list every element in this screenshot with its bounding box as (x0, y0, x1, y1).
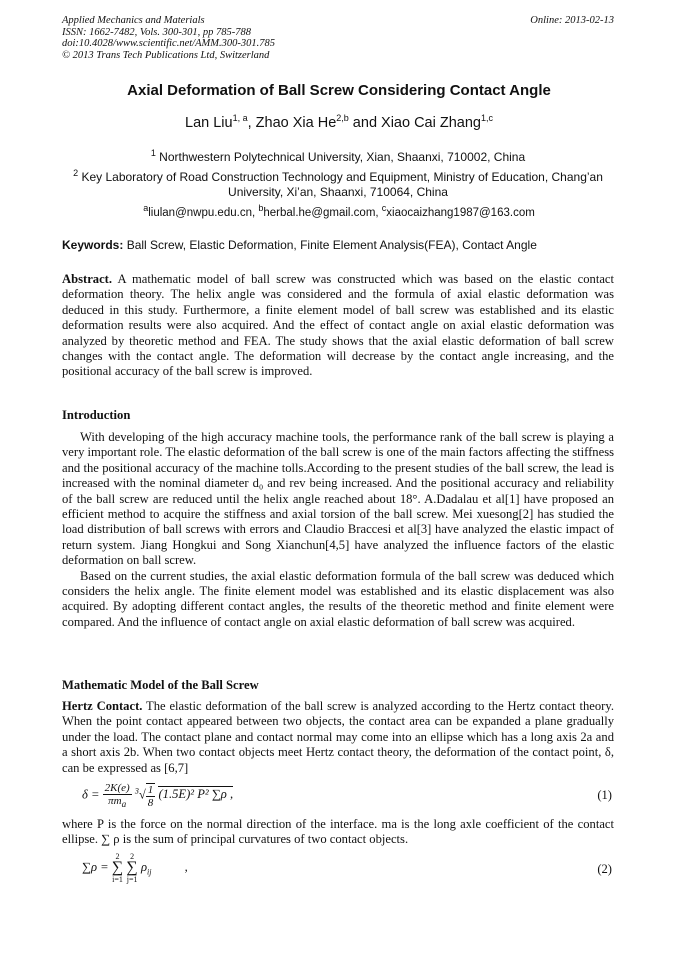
affiliation-1: $^1$ Northwestern Polytechnical University, Xian, Shaanxi, 710002, China (150, 148, 526, 164)
equation-2-number: (2) (597, 862, 612, 876)
author-1: Lan Liu (185, 114, 233, 131)
author-emails: $^a$liulan@nwpu.edu.cn, $^b$herbal.he@gmail.com, $^c$xiaocaizhang1987@163.com (143, 203, 535, 219)
intro-paragraph-1: With developing of the high accuracy machine tools, the performance rank of the ball screw is playing a very important role. The elastic deformation of the ball screw is one of the main factors affecting the stiffness and the positional accuracy of the machine tolls.According to the present studies of the ball screw, the lead is increased with the nominal diameter d₀ and rev being increased. And the positional accuracy and reliability of the ball screw are reduced until the helix angle reached about 18°. A.Dadalau et al[1] have proposed an efficient method to acquire the stiffness and axial torsion of the ball screw. Mei xuesong[2] has studied the load distribution of ball screws with errors and Claudio Braccesi et al[3] have analyzed the elastic impact of return system. Jiang Hongkui and Song Xianchun[4,5] have analyzed the influence factors of the elastic deformation on ball screw. (62, 430, 614, 568)
keywords: Keywords: Ball Screw, Elastic Deformation, Finite Element Analysis(FEA), Contact Angle (62, 238, 537, 252)
online-date: Online: 2013-02-13 (530, 15, 614, 26)
hertz-contact-paragraph: Hertz Contact. The elastic deformation of the ball screw is analyzed according to the Hertz contact theory. When the point contact appeared between two objects, the contact area can be expanded a plane gradually under the load. The contact plane and contact normal may come into an ellipse which has a long axis 2a and a short axis 2b. When two contact objects meet Hertz contact theory, the deformation of the contact point, δ, can be expressed as [6,7] (62, 699, 614, 775)
model-heading: Mathematic Model of the Ball Screw (62, 678, 259, 692)
copyright: © 2013 Trans Tech Publications Ltd, Switzerland (62, 49, 270, 61)
equation-1: δ = $\frac{2K(e)}{\pi m_a}$ $^3$√ $\frac{1}{8}$ (1.5E)² P² ∑ρ , (82, 782, 234, 810)
abstract: Abstract. A mathematic model of ball screw was constructed which was based on the elastic contact deformation theory. The helix angle was considered and the formula of axial elastic deformation was deduced in this study. Furthermore, a finite element model of ball screw was established and its elastic deformation results were also acquired. And the effect of contact angle on axial elastic deformation was analyzed by theoretic method and FEA. The study shows that the axial elastic deformation of ball screw changes with the contact angle. The deformation will decrease by the contact angle increasing, and the positional accuracy of the ball screw is improved. (62, 272, 614, 379)
introduction-heading: Introduction (62, 408, 131, 422)
author-2: Zhao Xia He (255, 114, 337, 131)
author-3: Xiao Cai Zhang (381, 114, 481, 131)
intro-paragraph-2: Based on the current studies, the axial elastic deformation formula of the ball screw was deduced which considers the helix angle. The finite element model was established and its elastic displacement was also acquired. By adopting different contact angles, the results of the theoretic method and finite element were compared. And the influence of contact angle on axial elastic deformation of ball screw was acquired. (62, 568, 614, 629)
affiliation-2: $^2$ Key Laboratory of Road Construction Technology and Equipment, Ministry of Education, Chang’an University, Xi’an, Shaanxi, 710064, China (73, 168, 603, 199)
journal-header (62, 15, 275, 61)
introduction-body (62, 430, 614, 630)
eq1-explanation: where P is the force on the normal direction of the interface. ma is the long axle coefficient of the contact ellipse. ∑ ρ is the sum of principal curvatures of two contact objects. (62, 817, 614, 847)
author-list: Lan Liu$^{1, a}$, Zhao Xia He$^{2,b}$ and Xiao Cai Zhang$^{1,c}$ (185, 113, 493, 131)
equation-1-number: (1) (597, 788, 612, 802)
paper-title: Axial Deformation of Ball Screw Considering Contact Angle (127, 82, 551, 99)
equation-2: ∑ρ = 2 ∑ i=1 2 ∑ j=1 $\rho_{ij}$ , (82, 852, 188, 884)
doi: doi:10.4028/www.scientific.net/AMM.300-301.785 (62, 38, 275, 49)
issn: ISSN: 1662-7482, Vols. 300-301, pp 785-788 (62, 26, 251, 38)
journal-name: Applied Mechanics and Materials (62, 15, 205, 26)
